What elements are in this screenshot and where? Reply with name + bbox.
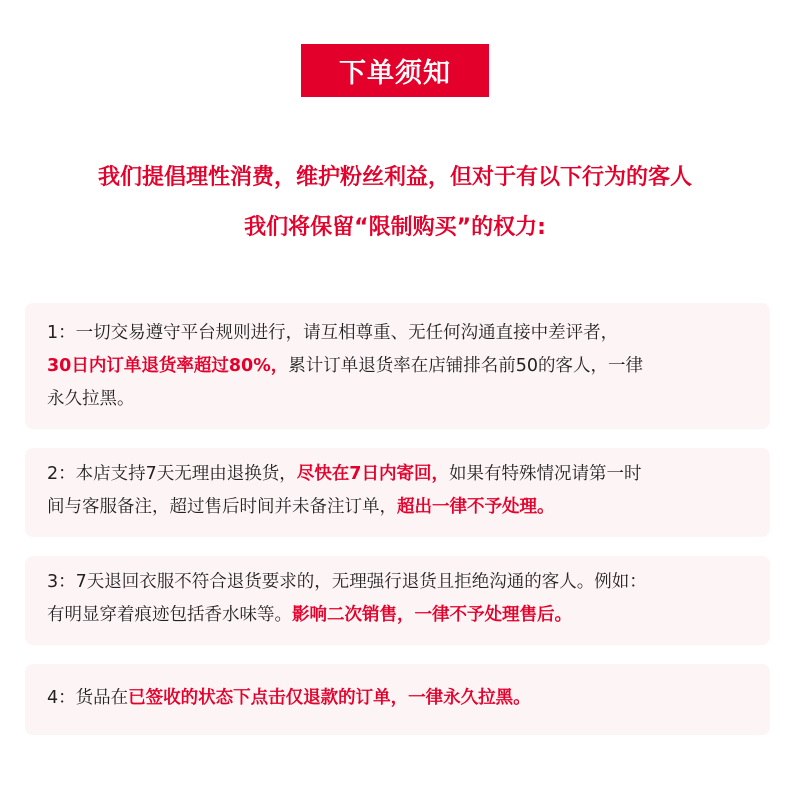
intro-line-2-suffix: 的权力: xyxy=(471,215,546,240)
rule-1-line-1: 1：一切交易遵守平台规则进行，请互相尊重、无任何沟通直接中差评者， xyxy=(47,323,619,343)
intro-line-2 xyxy=(0,210,790,241)
rule-3-line-2-prefix: 有明显穿着痕迹包括香水味等。 xyxy=(47,605,292,625)
rule-2-line-1-prefix: 2：本店支持7天无理由退换货， xyxy=(47,464,297,484)
rule-4-line-1-prefix: 4：货品在 xyxy=(47,688,129,708)
rule-card-1 xyxy=(25,303,770,429)
rule-2-line-1-suffix: 如果有特殊情况请第一时 xyxy=(448,464,642,484)
rule-4-line-1-highlight: 已签收的状态下点击仅退款的订单，一律永久拉黑。 xyxy=(128,688,531,708)
page-title: 下单须知 xyxy=(339,58,451,89)
rule-2-line-1 xyxy=(47,458,752,491)
intro-line-1: 我们提倡理性消费，维护粉丝利益，但对于有以下行为的客人 xyxy=(97,165,692,190)
rule-3-line-1: 3：7天退回衣服不符合退货要求的，无理强行退货且拒绝沟通的客人。例如： xyxy=(47,572,647,592)
rule-3-line-2 xyxy=(47,599,752,632)
intro-line-2-prefix: 我们将保留 xyxy=(244,215,355,240)
rule-1-highlight: 30日内订单退货率超过80%， xyxy=(47,356,289,376)
rule-card-4 xyxy=(25,664,770,735)
rule-4-line-1 xyxy=(47,682,752,715)
rule-1-line-2 xyxy=(47,350,752,383)
rule-card-3 xyxy=(25,556,770,645)
title-banner xyxy=(301,44,489,97)
rule-2-line-2-highlight: 超出一律不予处理。 xyxy=(397,497,555,517)
rule-2-line-2-prefix: 间与客服备注，超过售后时间并未备注订单， xyxy=(47,497,397,517)
intro-line-2-highlight: “限制购买” xyxy=(354,215,472,240)
rule-1-line-2-rest: 累计订单退货率在店铺排名前50的客人，一律 xyxy=(288,356,644,376)
rule-2-line-2 xyxy=(47,491,752,524)
rule-2-line-1-highlight: 尽快在7日内寄回， xyxy=(296,464,449,484)
rule-1-line-3: 永久拉黑。 xyxy=(47,389,135,409)
rule-3-line-2-highlight: 影响二次销售，一律不予处理售后。 xyxy=(292,605,572,625)
rule-card-2 xyxy=(25,448,770,537)
